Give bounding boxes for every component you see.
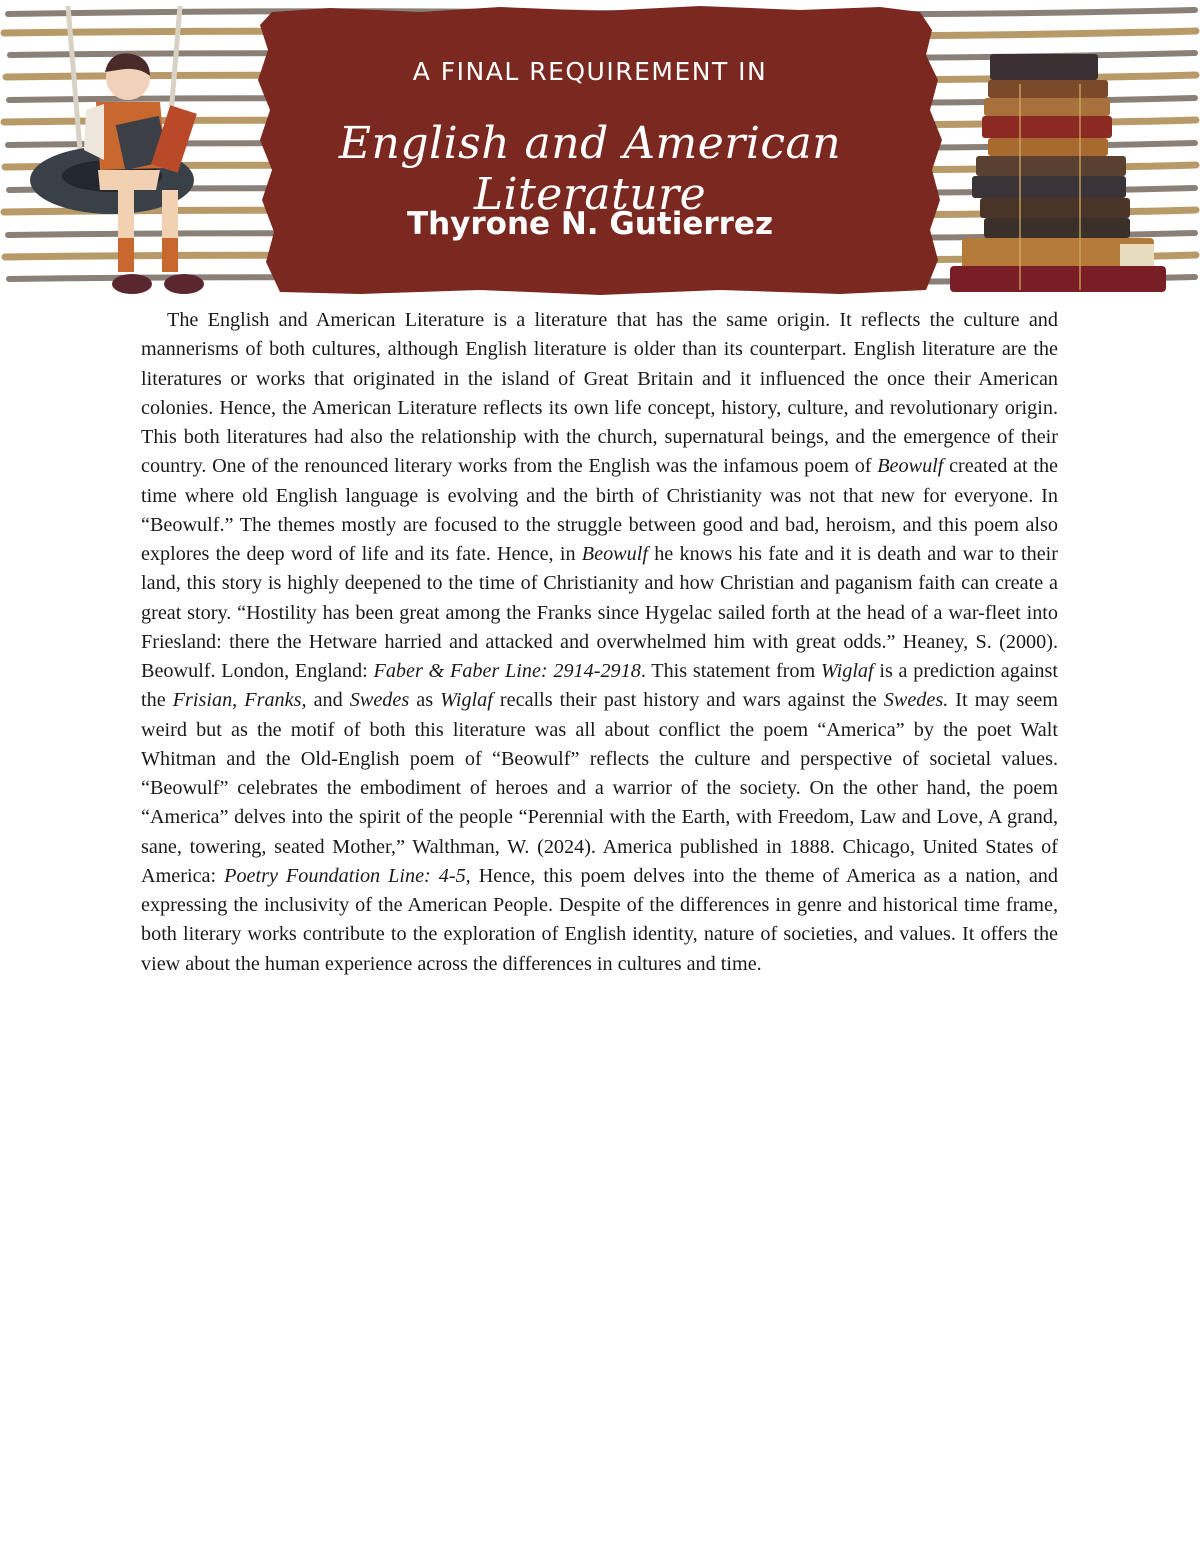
essay-italic: Swedes.	[883, 689, 949, 712]
banner-text	[260, 0, 920, 300]
essay-italic: Frisian, Franks,	[172, 689, 307, 712]
essay-text: and	[306, 689, 350, 712]
document-title: English and American Literature	[338, 118, 842, 220]
essay-text: , Hence, this poem delves into the theme of America as a nation, and expressing the inclusivity of the American People. Despite of the differences in genre and historical time frame, both literary works contribute to the exploration of English identity, nature of societies, and values. It offers the view about the human experience across the differences in cultures and time.	[141, 864, 1058, 975]
essay-text: It may seem weird but as the motif of both this literature was all about conflict the poem “America” by the poet Walt Whitman and the Old-English poem of “Beowulf” reflects the culture and perspective of societal values. “Beowulf” celebrates the embodiment of heroes and a warrior of the society. On the other hand, the poem “America” delves into the spirit of the people “Perennial with the Earth, with Freedom, Law and Love, A grand, sane, towering, seated Mother,” Walthman, W. (2024). America published in 1888. Chicago, United States of America:	[141, 689, 1058, 887]
essay-text: recalls their past history and wars against the	[492, 689, 884, 712]
essay-italic: Faber & Faber Line: 2914-2918	[373, 660, 641, 682]
essay-italic: Wiglaf	[440, 689, 493, 712]
essay-text: created at the time where old English language is evolving and the birth of Christianity was not that new for everyone. In “Beowulf.” The themes mostly are focused to the struggle between good and bad, heroism, and this poem also explores the deep word of life and its fate. Hence, in	[141, 455, 1058, 565]
document-subtitle: A FINAL REQUIREMENT IN	[412, 57, 768, 86]
essay-italic: Beowulf	[581, 543, 648, 565]
essay-text: is a prediction against the	[141, 660, 1058, 712]
essay-text: he knows his fate and it is death and war to their land, this story is highly deepened to the time of Christianity and how Christian and paganism faith can create a great story. “Hostility has been great among the Franks since Hygelac sailed forth at the head of a war-fleet into Friesland: there the Hetware harried and attacked and overwhelmed him with great odds.” Heaney, S. (2000). Beowulf. London, England:	[141, 543, 1059, 682]
essay-italic: Beowulf	[877, 455, 944, 478]
header-banner	[0, 0, 1200, 300]
book-stack-illustration	[950, 54, 1166, 292]
essay-text: . This statement from	[640, 660, 821, 682]
essay-italic: Swedes	[349, 689, 410, 712]
essay-text: The English and American Literature is a literature that has the same origin. It reflects the culture and mannerisms of both cultures, although English literature is older than its counterpart. English literature are the literatures or works that originated in the island of Great Britain and it influenced the once their American colonies. Hence, the American Literature reflects its own life concept, history, culture, and revolutionary origin. This both literatures had also the relationship with the church, supernatural beings, and the emergence of their country. One of the renounced literary works from the English was the infamous poem of	[141, 309, 1058, 478]
essay-italic: Wiglaf	[820, 660, 874, 682]
essay-body	[141, 306, 1058, 979]
boy-on-tire-swing-illustration	[30, 6, 204, 294]
essay-italic: Poetry Foundation Line: 4-5	[224, 864, 466, 887]
author-name: Thyrone N. Gutierrez	[406, 206, 774, 242]
essay-text: as	[409, 689, 441, 712]
